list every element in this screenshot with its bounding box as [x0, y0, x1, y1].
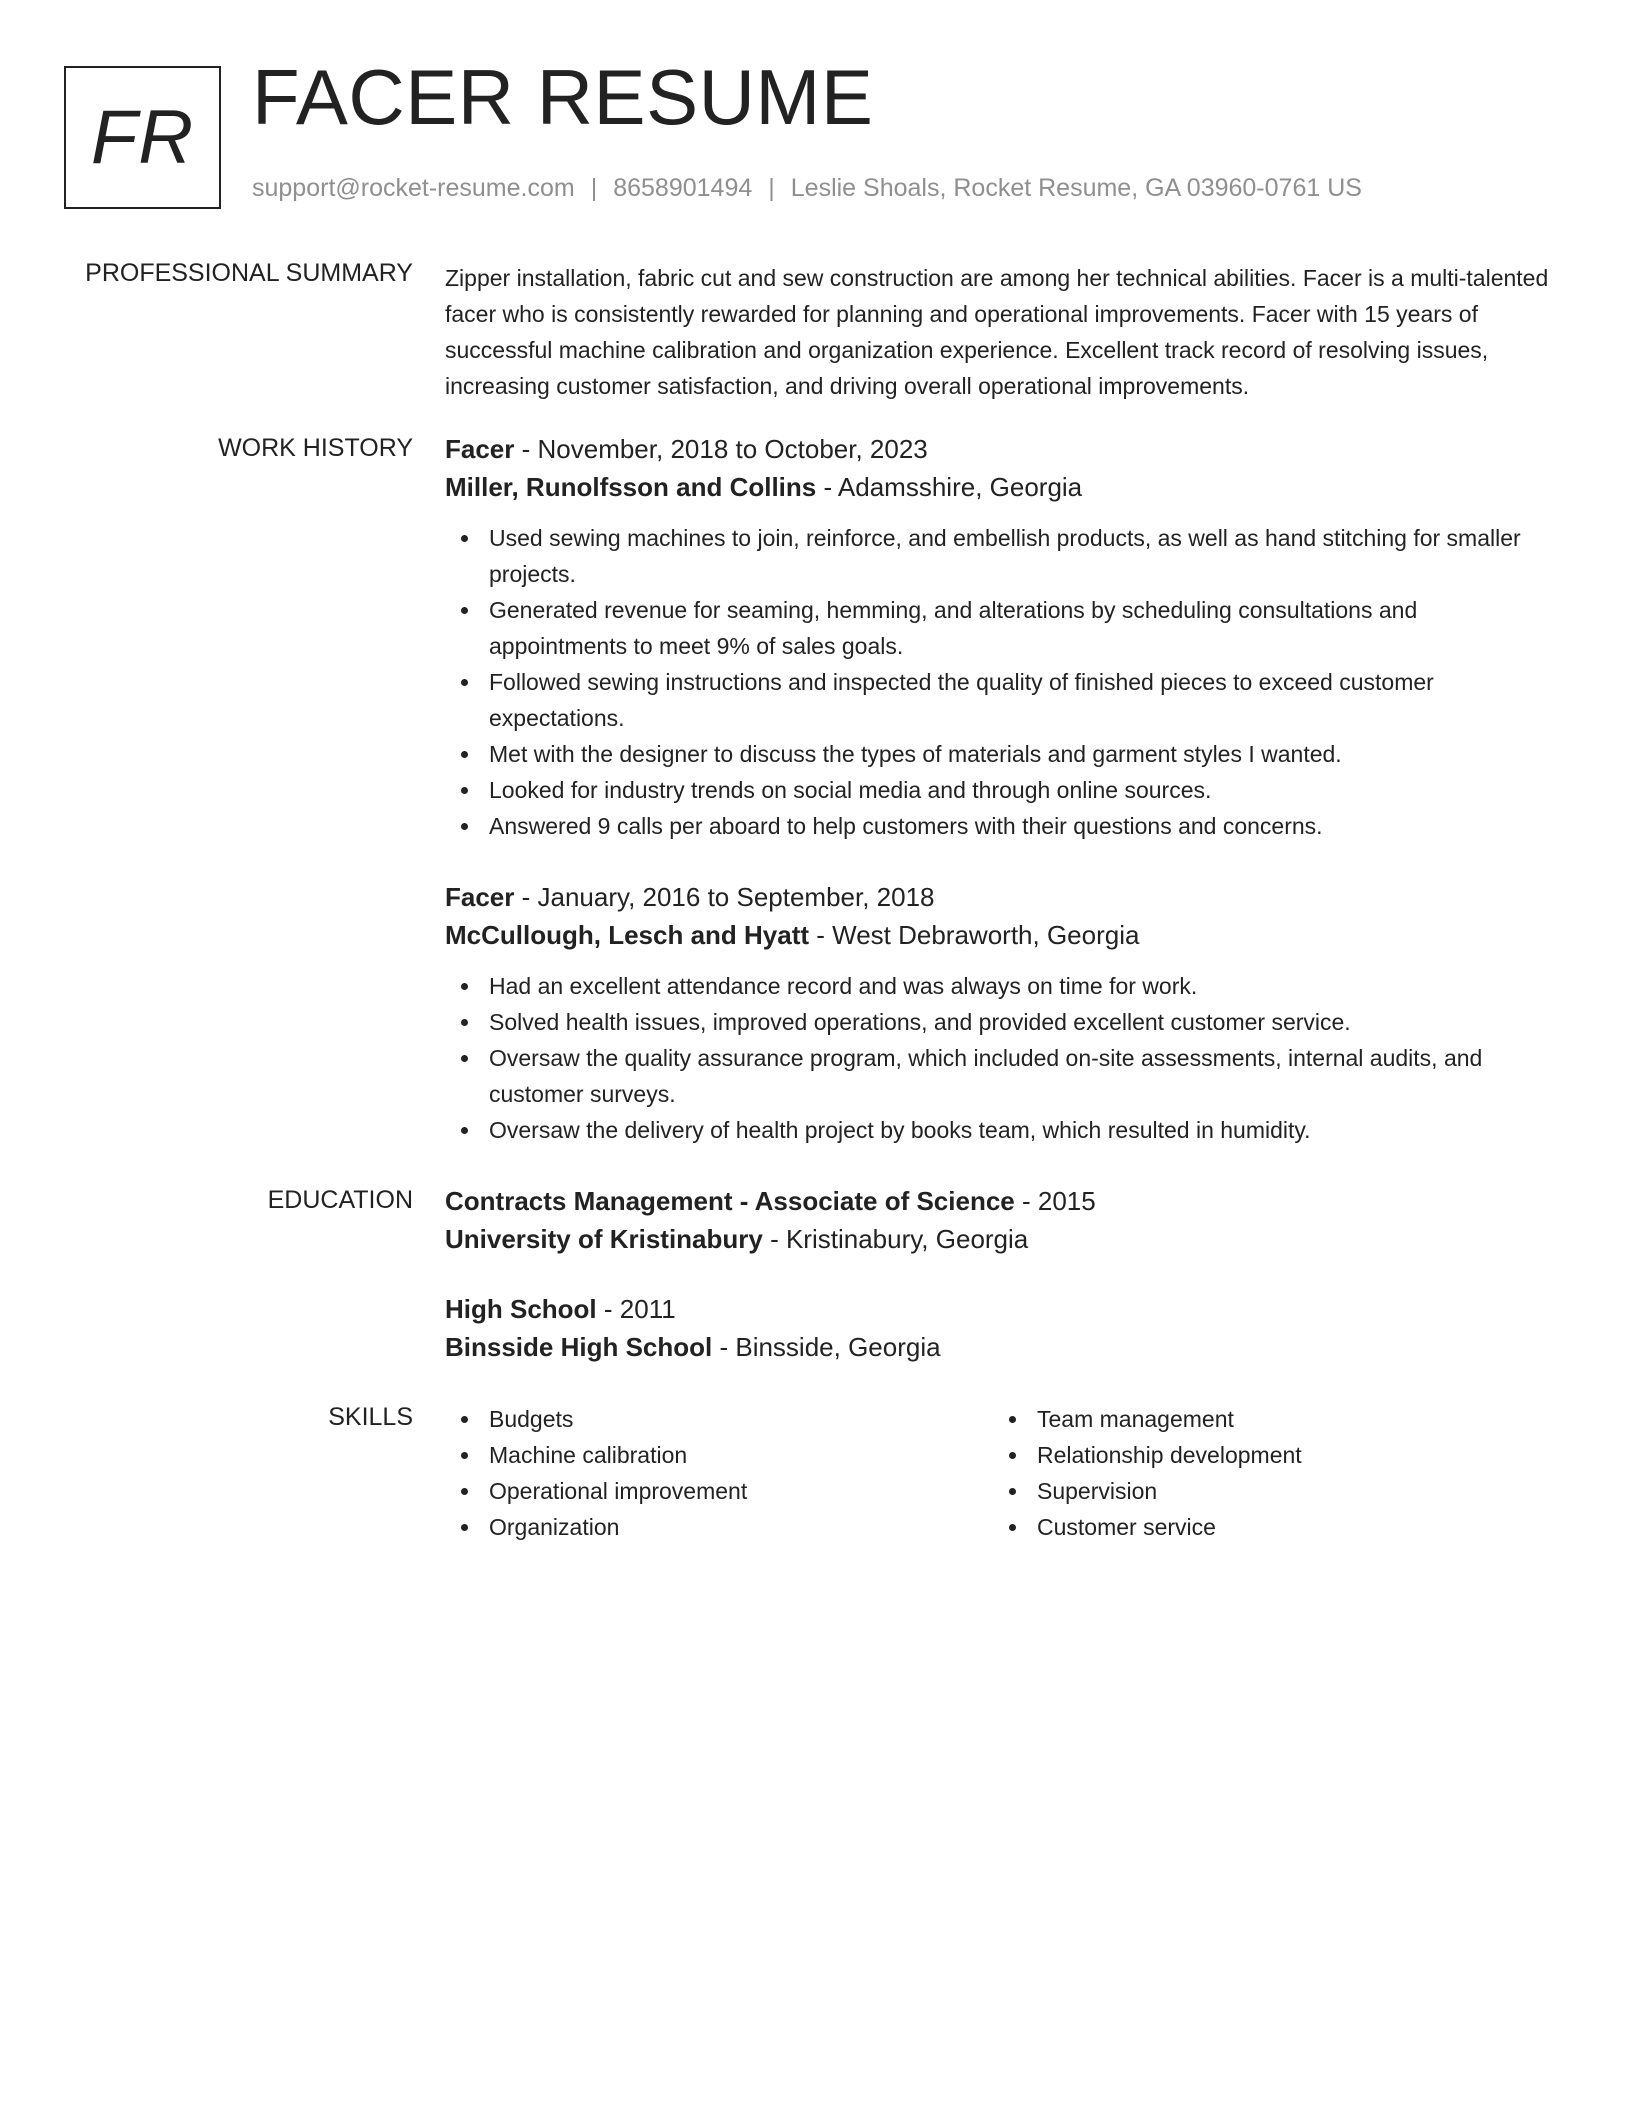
contact-separator: | — [768, 174, 775, 202]
company-name: Miller, Runolfsson and Collins — [445, 472, 817, 502]
monogram-badge — [64, 66, 221, 209]
section-title-skills: SKILLS — [328, 1403, 413, 1431]
education-entry — [445, 1290, 1555, 1366]
resume-name: FACER RESUME — [252, 53, 874, 141]
section-title-work-history: WORK HISTORY — [218, 434, 413, 462]
skill-item: Customer service — [993, 1509, 1541, 1545]
skill-item: Budgets — [445, 1401, 993, 1437]
school-line — [445, 1220, 1555, 1258]
company-line — [445, 468, 1555, 506]
school-location: - Binsside, Georgia — [712, 1332, 941, 1362]
contact-line — [252, 174, 1362, 203]
contact-phone: 8658901494 — [613, 174, 753, 202]
skills-column-left — [445, 1401, 993, 1545]
skill-item: Team management — [993, 1401, 1541, 1437]
school-line — [445, 1328, 1555, 1366]
job-bullets — [445, 968, 1555, 1148]
school-name: Binsside High School — [445, 1332, 713, 1362]
degree-year: - 2011 — [596, 1294, 676, 1324]
list-item: Used sewing machines to join, reinforce, and embellish products, as well as hand stitching for smaller projects. — [445, 520, 1555, 592]
company-location: - Adamsshire, Georgia — [816, 472, 1083, 502]
company-name: McCullough, Lesch and Hyatt — [445, 920, 810, 950]
skills-grid — [445, 1401, 1555, 1545]
job-entry — [445, 430, 1555, 844]
contact-address: Leslie Shoals, Rocket Resume, GA 03960-0761 US — [790, 174, 1362, 202]
company-line — [445, 916, 1555, 954]
degree-name: Contracts Management - Associate of Science — [445, 1186, 1015, 1216]
job-bullets — [445, 520, 1555, 844]
skill-item: Relationship development — [993, 1437, 1541, 1473]
job-title-line — [445, 430, 1555, 468]
job-role: Facer — [445, 434, 515, 464]
skill-item: Operational improvement — [445, 1473, 993, 1509]
school-name: University of Kristinabury — [445, 1224, 763, 1254]
contact-separator: | — [590, 174, 598, 202]
list-item: Followed sewing instructions and inspected the quality of finished pieces to exceed customer expectations. — [445, 664, 1555, 736]
skill-item: Machine calibration — [445, 1437, 993, 1473]
list-item: Generated revenue for seaming, hemming, and alterations by scheduling consultations and appointments to meet 9% of sales goals. — [445, 592, 1555, 664]
degree-line — [445, 1290, 1555, 1328]
degree-year: - 2015 — [1014, 1186, 1096, 1216]
summary-text: Zipper installation, fabric cut and sew construction are among her technical abilities. Facer is a multi-talented facer who is consistently rewarded for planning and operational improvements. Facer with 15 years of successful machine calibration and organization experience. Excellent track record of resolving issues, increasing customer satisfaction, and driving overall operational improvements. — [445, 265, 1549, 399]
company-location: - West Debraworth, Georgia — [809, 920, 1140, 950]
job-entry — [445, 878, 1555, 1148]
job-dates: - November, 2018 to October, 2023 — [514, 434, 928, 464]
education-entry — [445, 1182, 1555, 1258]
job-role: Facer — [445, 882, 515, 912]
section-title-summary: PROFESSIONAL SUMMARY — [85, 259, 413, 287]
monogram-initials: FR — [90, 95, 195, 180]
section-title-education: EDUCATION — [267, 1186, 413, 1214]
list-item: Met with the designer to discuss the types of materials and garment styles I wanted. — [445, 736, 1555, 772]
list-item: Oversaw the delivery of health project by books team, which resulted in humidity. — [445, 1112, 1555, 1148]
list-item: Had an excellent attendance record and was always on time for work. — [445, 968, 1555, 1004]
degree-name: High School — [445, 1294, 597, 1324]
list-item: Answered 9 calls per aboard to help customers with their questions and concerns. — [445, 808, 1555, 844]
list-item: Oversaw the quality assurance program, which included on-site assessments, internal audits, and customer surveys. — [445, 1040, 1555, 1112]
skill-item: Organization — [445, 1509, 993, 1545]
skill-item: Supervision — [993, 1473, 1541, 1509]
school-location: - Kristinabury, Georgia — [762, 1224, 1029, 1254]
job-dates: - January, 2016 to September, 2018 — [514, 882, 935, 912]
contact-email: support@rocket-resume.com — [252, 174, 575, 202]
list-item: Solved health issues, improved operations, and provided excellent customer service. — [445, 1004, 1555, 1040]
degree-line — [445, 1182, 1555, 1220]
job-title-line — [445, 878, 1555, 916]
list-item: Looked for industry trends on social media and through online sources. — [445, 772, 1555, 808]
skills-column-right — [993, 1401, 1541, 1545]
